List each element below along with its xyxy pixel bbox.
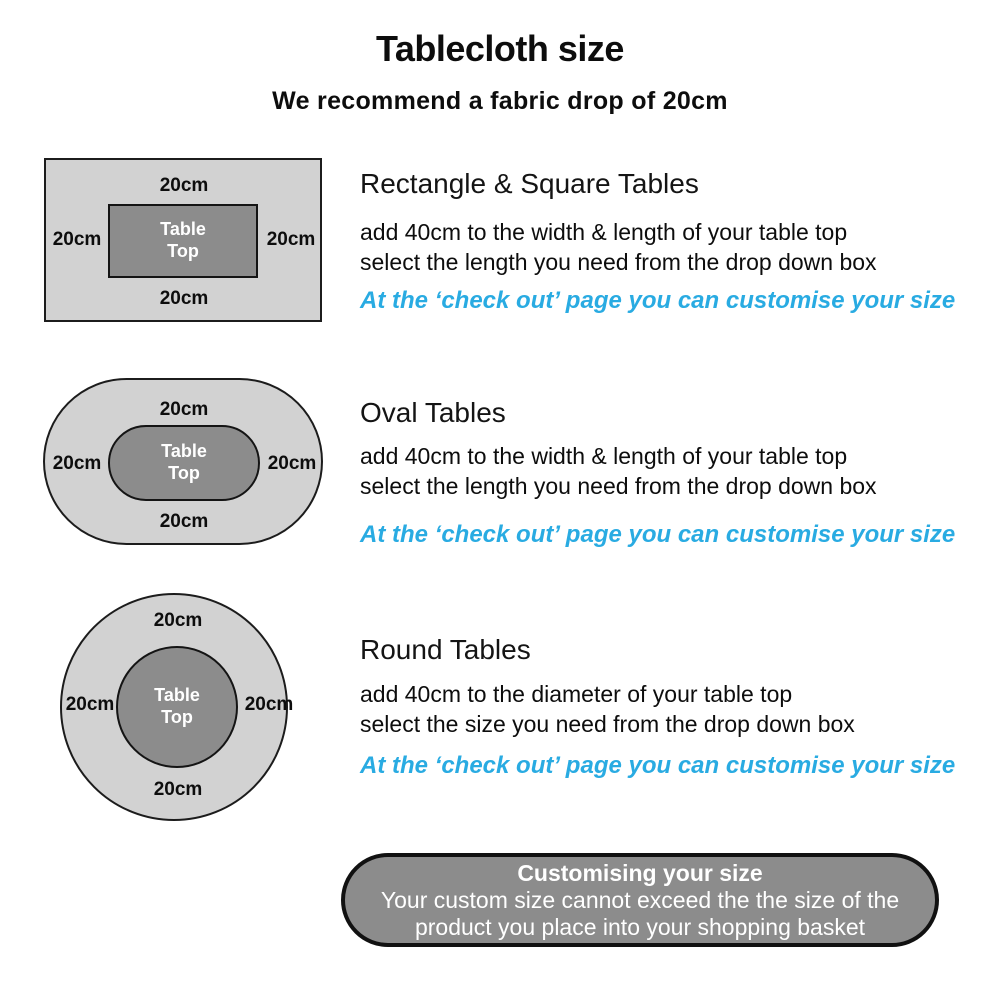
drop-label-oval-bottom: 20cm	[159, 511, 209, 532]
oval-table-top	[108, 425, 260, 501]
rectangle-section-heading: Rectangle & Square Tables	[360, 168, 699, 199]
drop-label-rect-bottom: 20cm	[159, 288, 209, 309]
page-subtitle: We recommend a fabric drop of 20cm	[272, 87, 728, 115]
footer-note-line2: product you place into your shopping basket	[414, 913, 866, 940]
oval-section-note: At the ‘check out’ page you can customise your size	[360, 521, 956, 548]
oval-section-line2: select the length you need from the drop down box	[360, 473, 877, 499]
drop-label-round-bottom: 20cm	[153, 779, 203, 800]
drop-label-rect-left: 20cm	[52, 229, 102, 250]
drop-label-oval-top: 20cm	[159, 399, 209, 420]
oval-section-heading: Oval Tables	[360, 397, 506, 428]
table-top-label-line2: Top	[168, 463, 200, 483]
drop-label-rect-top: 20cm	[159, 175, 209, 196]
drop-label-oval-left: 20cm	[52, 453, 102, 474]
oval-section-line1: add 40cm to the width & length of your table top	[360, 443, 848, 469]
round-section-note: At the ‘check out’ page you can customise your size	[360, 752, 956, 779]
table-top-label-line1: Table	[160, 219, 206, 240]
drop-label-round-top: 20cm	[153, 610, 203, 631]
drop-label-round-right: 20cm	[244, 694, 294, 715]
footer-note-title: Customising your size	[517, 859, 763, 886]
table-top-label-line1: Table	[154, 685, 200, 706]
drop-label-oval-right: 20cm	[267, 453, 317, 474]
round-table-top	[116, 646, 238, 768]
round-section-line1: add 40cm to the diameter of your table top	[360, 681, 793, 707]
rectangle-section-line1: add 40cm to the width & length of your table top	[360, 219, 848, 245]
rectangle-section-line2: select the length you need from the drop down box	[360, 249, 877, 275]
round-section-line2: select the size you need from the drop down box	[360, 711, 855, 737]
table-top-label-line2: Top	[167, 241, 199, 261]
round-section-heading: Round Tables	[360, 634, 531, 665]
rectangle-table-top	[108, 204, 258, 278]
footer-note-line1: Your custom size cannot exceed the the size of the	[380, 886, 900, 913]
customising-size-note-box	[341, 853, 939, 947]
drop-label-rect-right: 20cm	[266, 229, 316, 250]
table-top-label-line1: Table	[161, 441, 207, 462]
rectangle-section-note: At the ‘check out’ page you can customise your size	[360, 287, 956, 314]
table-top-label-line2: Top	[161, 707, 193, 727]
page-title: Tablecloth size	[376, 28, 624, 69]
drop-label-round-left: 20cm	[65, 694, 115, 715]
